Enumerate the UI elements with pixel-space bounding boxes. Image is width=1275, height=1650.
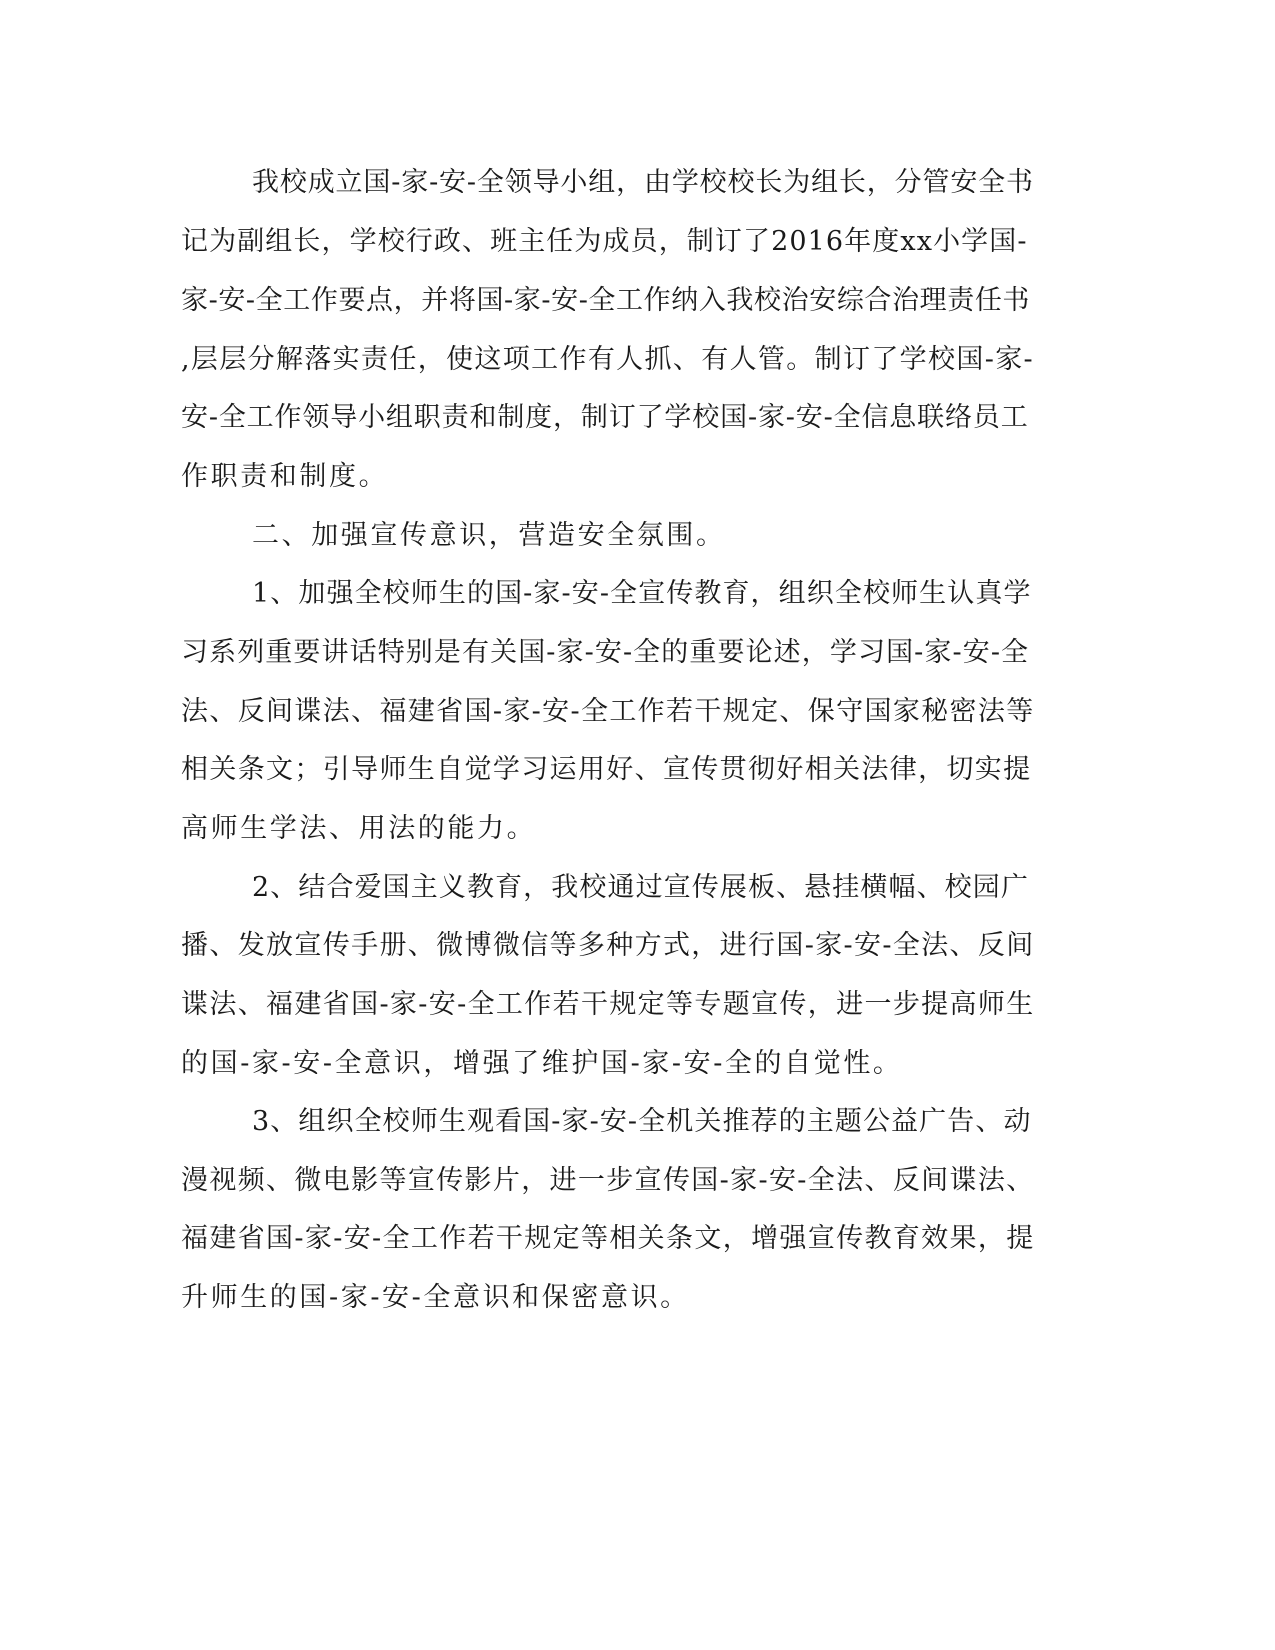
text-line: 谍法、福建省国-家-安-全工作若干规定等专题宣传，进一步提高师生 — [181, 989, 1035, 1020]
text-line: 播、发放宣传手册、微博微信等多种方式，进行国-家-安-全法、反间 — [181, 930, 1035, 961]
text-line: 作职责和制度。 — [181, 461, 389, 492]
text-line: 漫视频、微电影等宣传影片，进一步宣传国-家-安-全法、反间谍法、 — [181, 1165, 1035, 1196]
text-line: 安-全工作领导小组职责和制度，制订了学校国-家-安-全信息联络员工 — [181, 402, 1029, 433]
text-line: 我校成立国-家-安-全领导小组，由学校校长为组长，分管安全书 — [252, 167, 1034, 198]
text-line: 福建省国-家-安-全工作若干规定等相关条文，增强宣传教育效果，提 — [181, 1223, 1035, 1254]
text-line: 家-安-全工作要点，并将国-家-安-全工作纳入我校治安综合治理责任书 — [181, 285, 1031, 316]
text-line: ,层层分解落实责任，使这项工作有人抓、有人管。制订了学校国-家- — [181, 344, 1035, 375]
text-line: 记为副组长，学校行政、班主任为成员，制订了2016年度xx小学国- — [181, 226, 1028, 257]
text-line: 的国-家-安-全意识，增强了维护国-家-安-全的自觉性。 — [181, 1048, 903, 1079]
text-line: 相关条文；引导师生自觉学习运用好、宣传贯彻好相关法律，切实提 — [181, 754, 1032, 785]
text-line: 法、反间谍法、福建省国-家-安-全工作若干规定、保守国家秘密法等 — [181, 696, 1035, 727]
text-line: 习系列重要讲话特别是有关国-家-安-全的重要论述，学习国-家-安-全 — [181, 637, 1030, 668]
text-line: 1、加强全校师生的国-家-安-全宣传教育，组织全校师生认真学 — [252, 578, 1032, 609]
text-line: 3、组织全校师生观看国-家-安-全机关推荐的主题公益广告、动 — [252, 1106, 1032, 1137]
text-line: 2、结合爱国主义教育，我校通过宣传展板、悬挂横幅、校园广 — [252, 872, 1029, 903]
text-line: 高师生学法、用法的能力。 — [181, 813, 537, 844]
text-line: 二、加强宣传意识，营造安全氛围。 — [252, 520, 726, 551]
text-line: 升师生的国-家-安-全意识和保密意识。 — [181, 1282, 690, 1313]
